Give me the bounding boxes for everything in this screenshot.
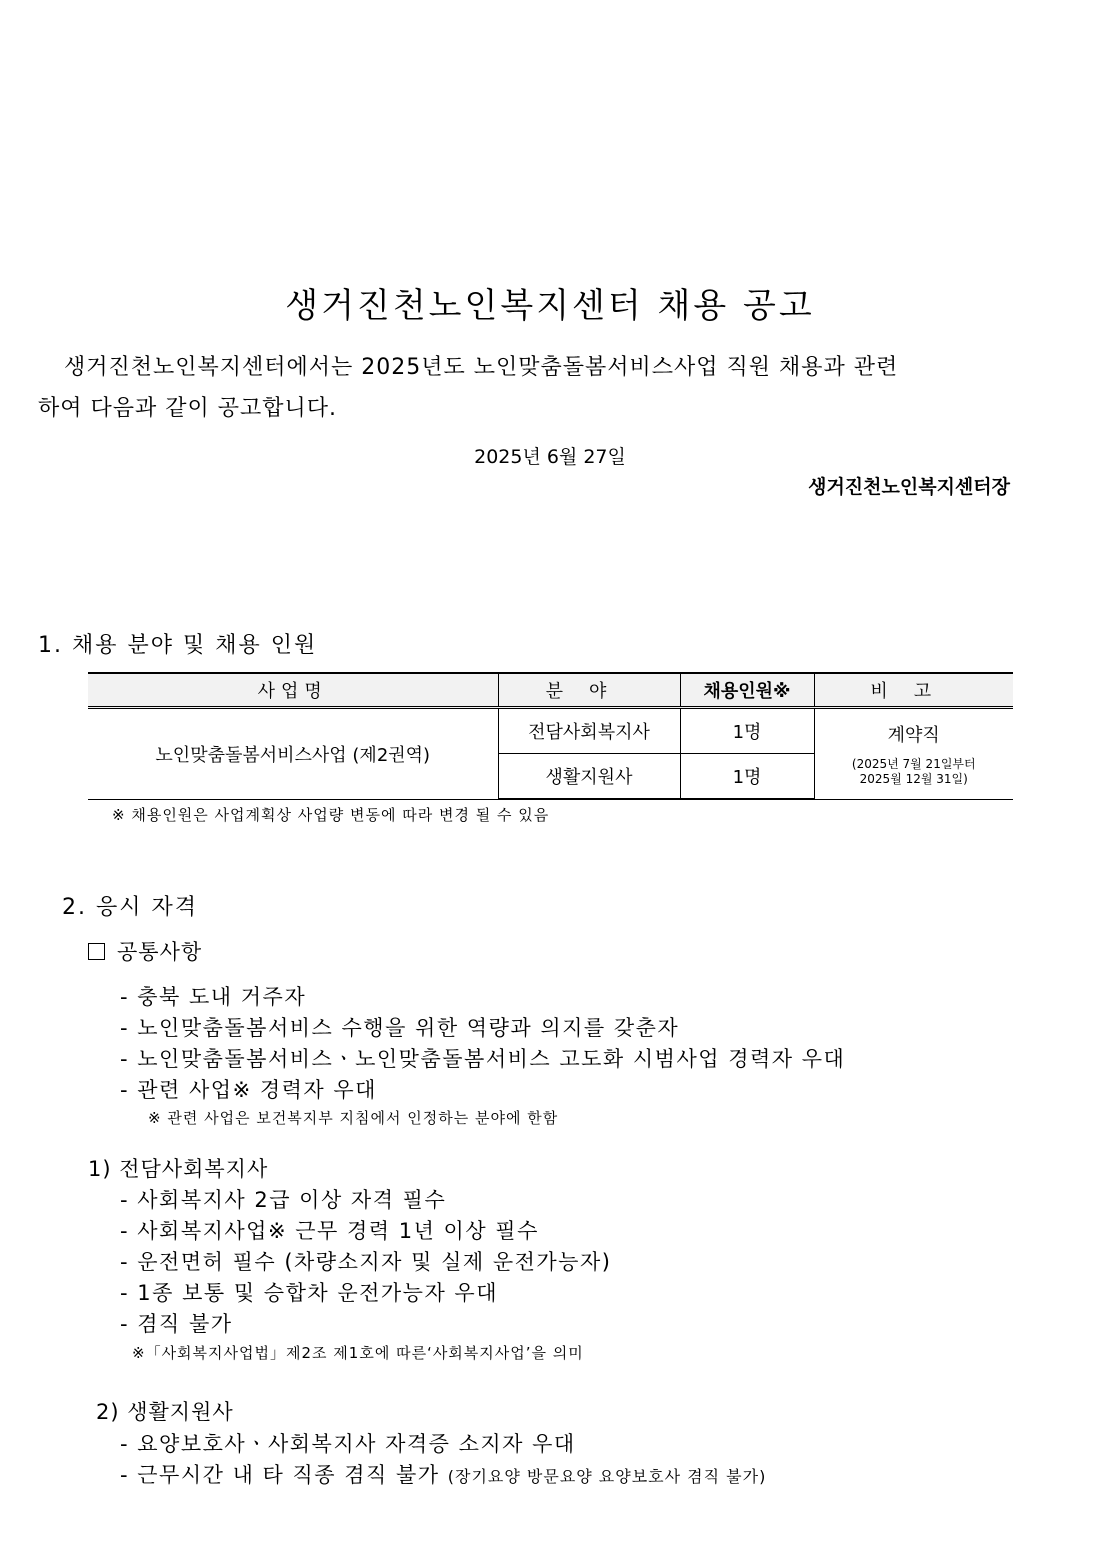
- common-item-2: - 노인맞춤돌봄서비스 수행을 위한 역량과 의지를 갖춘자: [120, 1016, 680, 1040]
- common-label: 공통사항: [117, 940, 203, 964]
- intro-line-2: 하여 다음과 같이 공고합니다.: [38, 396, 337, 421]
- social-worker-item-2: - 사회복지사업※ 근무 경력 1년 이상 필수: [120, 1219, 539, 1243]
- social-worker-item-3: - 운전면허 필수 (차량소지자 및 실제 운전가능자): [120, 1250, 612, 1274]
- announcement-date: 2025년 6월 27일: [474, 446, 626, 468]
- intro-line-1: 생거진천노인복지센터에서는 2025년도 노인맞춤돌봄서비스사업 직원 채용과 관련: [64, 355, 899, 380]
- cell-count: 1명: [680, 708, 814, 754]
- life-supporter-heading: 2) 생활지원사: [96, 1400, 234, 1424]
- common-item-1: - 충북 도내 거주자: [120, 985, 307, 1009]
- social-worker-heading: 1) 전담사회복지사: [88, 1157, 269, 1181]
- table-header-row: [88, 673, 1013, 708]
- social-worker-item-1: - 사회복지사 2급 이상 자격 필수: [120, 1188, 447, 1212]
- cell-field: 전담사회복지사: [498, 708, 680, 754]
- life-supporter-item-2: [120, 1459, 766, 1489]
- cell-field: 생활지원사: [498, 754, 680, 800]
- common-note: ※ 관련 사업은 보건복지부 지침에서 인정하는 분야에 한함: [148, 1109, 559, 1127]
- social-worker-note: ※「사회복지사업법」제2조 제1호에 따른‘사회복지사업’을 의미: [132, 1344, 584, 1362]
- life-supporter-item-2-suffix: (장기요양 방문요양 요양보호사 겸직 불가): [447, 1467, 767, 1486]
- section2-heading: 2. 응시 자격: [62, 895, 198, 920]
- page-title: 생거진천노인복지센터 채용 공고: [285, 286, 815, 326]
- life-supporter-item-2-main: - 근무시간 내 타 직종 겸직 불가: [120, 1463, 440, 1487]
- recruitment-table: [88, 672, 1013, 800]
- section1-heading: 1. 채용 분야 및 채용 인원: [38, 633, 318, 658]
- cell-count: 1명: [680, 754, 814, 800]
- remark-period-start: (2025년 7월 21일부터: [851, 756, 976, 771]
- checkbox-square-icon: [88, 943, 105, 960]
- social-worker-item-4: - 1종 보통 및 승합차 운전가능자 우대: [120, 1281, 498, 1305]
- cell-remark: [814, 708, 1013, 800]
- social-worker-item-5: - 겸직 불가: [120, 1312, 233, 1336]
- table-row: [88, 708, 1013, 754]
- header-field: 분야: [498, 673, 680, 708]
- remark-contract: 계약직: [887, 724, 940, 746]
- header-count: 채용인원※: [680, 673, 814, 708]
- cell-project: 노인맞춤돌봄서비스사업 (제2권역): [88, 708, 498, 800]
- signature: 생거진천노인복지센터장: [808, 476, 1010, 498]
- common-item-4: - 관련 사업※ 경력자 우대: [120, 1078, 377, 1102]
- remark-period-end: 2025월 12월 31일): [859, 771, 968, 786]
- header-remark: 비고: [814, 673, 1013, 708]
- common-item-3: - 노인맞춤돌봄서비스ㆍ노인맞춤돌봄서비스 고도화 시범사업 경력자 우대: [120, 1047, 846, 1071]
- common-subheading: [88, 936, 202, 966]
- header-project: 사업명: [88, 673, 498, 708]
- table-note: ※ 채용인원은 사업계획상 사업량 변동에 따라 변경 될 수 있음: [112, 806, 550, 824]
- life-supporter-item-1: - 요양보호사ㆍ사회복지사 자격증 소지자 우대: [120, 1432, 576, 1456]
